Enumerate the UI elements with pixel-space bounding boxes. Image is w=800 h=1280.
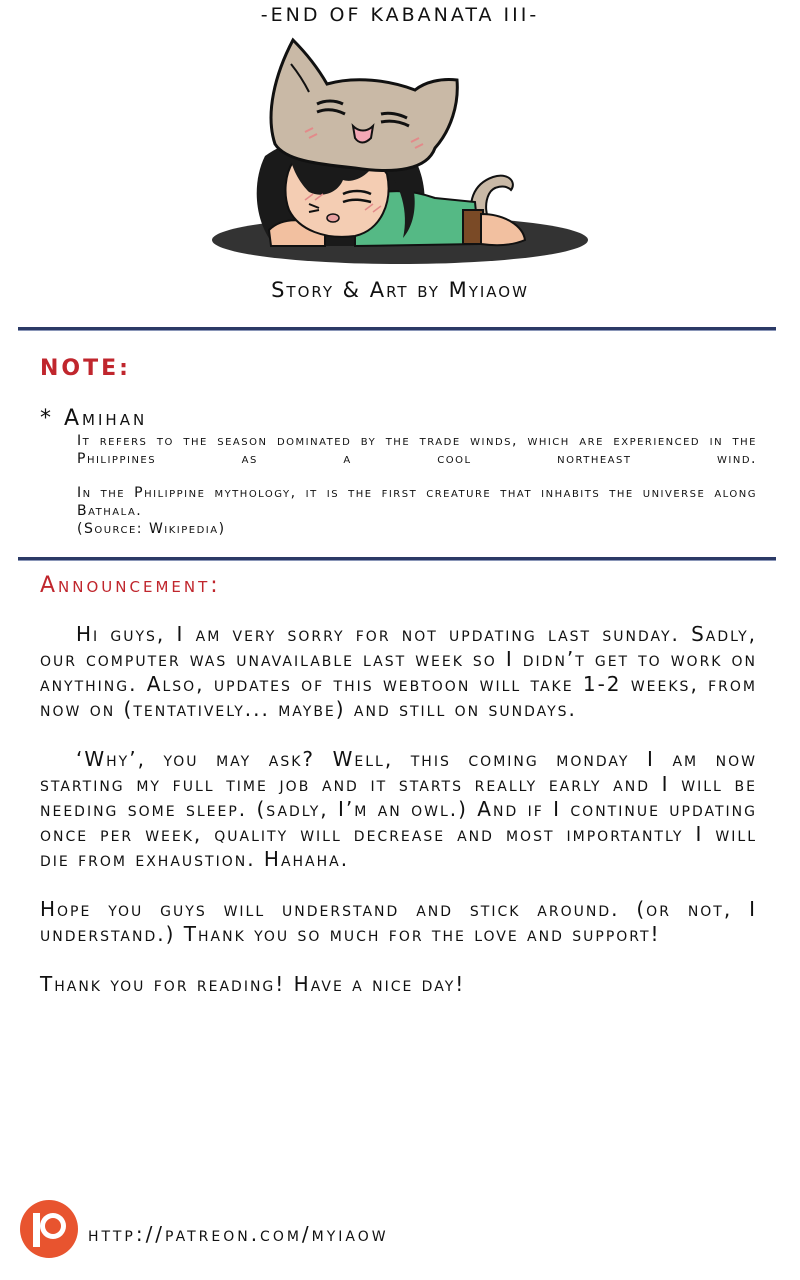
note-heading: NOTE:	[40, 356, 131, 381]
note-term: * Amihan	[40, 406, 148, 431]
announcement-paragraph: Hope you guys will understand and stick around. (or not, I understand.) Thank you so much for the love and support!	[40, 897, 758, 946]
definition-paragraph-1: It refers to the season dominated by the trade winds, which are experienced in the Philippines as a cool northeast wind.	[77, 433, 757, 467]
definition-paragraph-2: In the Philippine mythology, it is the first creature that inhabits the universe along Bathala.	[77, 485, 757, 519]
patreon-link[interactable]: http://patreon.com/myiaow	[88, 1222, 389, 1246]
announcement-paragraph: ‘Why’, you may ask? Well, this coming monday I am now starting my full time job and it starts really early and I will be needing some sleep. (sadly, I’m an owl.) And if I continue updating once per week, quality will decrease and most importantly I will die from exhaustion. Hahaha.	[40, 747, 757, 871]
announcement-paragraph: Hi guys, I am very sorry for not updating last sunday. Sadly, our computer was unavailable last week so I didn’t get to work on anything. Also, updates of this webtoon will take 1-2 weeks, from now on (tentatively... maybe) and still on sundays.	[40, 622, 757, 721]
note-definition	[77, 432, 757, 538]
end-of-chapter-title: -END OF KABANATA III-	[260, 4, 540, 26]
announcement-paragraph: Thank you for reading! Have a nice day!	[40, 972, 466, 996]
section-divider	[18, 327, 776, 331]
patreon-logo-icon[interactable]	[20, 1200, 78, 1258]
cat-hat-girl-illustration	[205, 34, 595, 274]
announcement-heading: Announcement:	[40, 573, 221, 598]
definition-source: (Source: Wikipedia)	[77, 521, 226, 537]
section-divider	[18, 557, 776, 561]
story-art-credits: Story & Art by Myiaow	[271, 278, 529, 302]
announcement-body	[40, 622, 757, 1022]
